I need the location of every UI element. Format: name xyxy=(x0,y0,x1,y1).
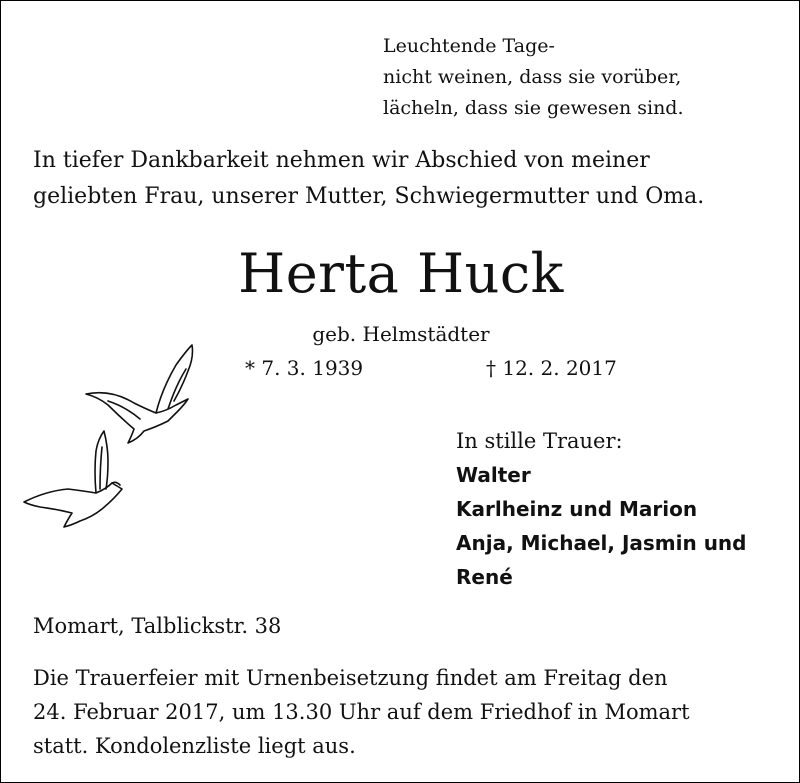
mourner-name: Walter xyxy=(456,463,531,487)
verse-line: Leuchtende Tage- xyxy=(383,35,555,57)
intro-line: In tiefer Dankbarkeit nehmen wir Abschied von meiner xyxy=(33,148,650,173)
ceremony-line: statt. Kondolenzliste liegt aus. xyxy=(33,734,356,758)
birth-date: * 7. 3. 1939 xyxy=(245,356,364,380)
maiden-name: geb. Helmstädter xyxy=(312,322,490,346)
ceremony-info xyxy=(33,661,690,763)
verse-line: nicht weinen, dass sie vorüber, xyxy=(383,66,682,88)
intro-line: geliebten Frau, unserer Mutter, Schwiegermutter und Oma. xyxy=(33,184,705,209)
address: Momart, Talblickstr. 38 xyxy=(33,614,282,638)
mourners-heading: In stille Trauer: xyxy=(456,429,623,453)
memorial-verse xyxy=(383,31,684,124)
ceremony-line: Die Trauerfeier mit Urnenbeisetzung findet am Freitag den xyxy=(33,666,668,690)
mourner-name: René xyxy=(456,565,513,589)
death-date: † 12. 2. 2017 xyxy=(486,356,617,380)
deceased-name: Herta Huck xyxy=(238,242,564,305)
intro-text xyxy=(33,143,704,215)
mourners-block xyxy=(456,424,747,594)
mourner-name: Karlheinz und Marion xyxy=(456,497,698,521)
verse-line: lächeln, dass sie gewesen sind. xyxy=(383,97,684,119)
ceremony-line: 24. Februar 2017, um 13.30 Uhr auf dem Friedhof in Momart xyxy=(33,700,690,724)
mourner-name: Anja, Michael, Jasmin und xyxy=(456,531,747,555)
flying-birds-icon xyxy=(16,339,216,529)
